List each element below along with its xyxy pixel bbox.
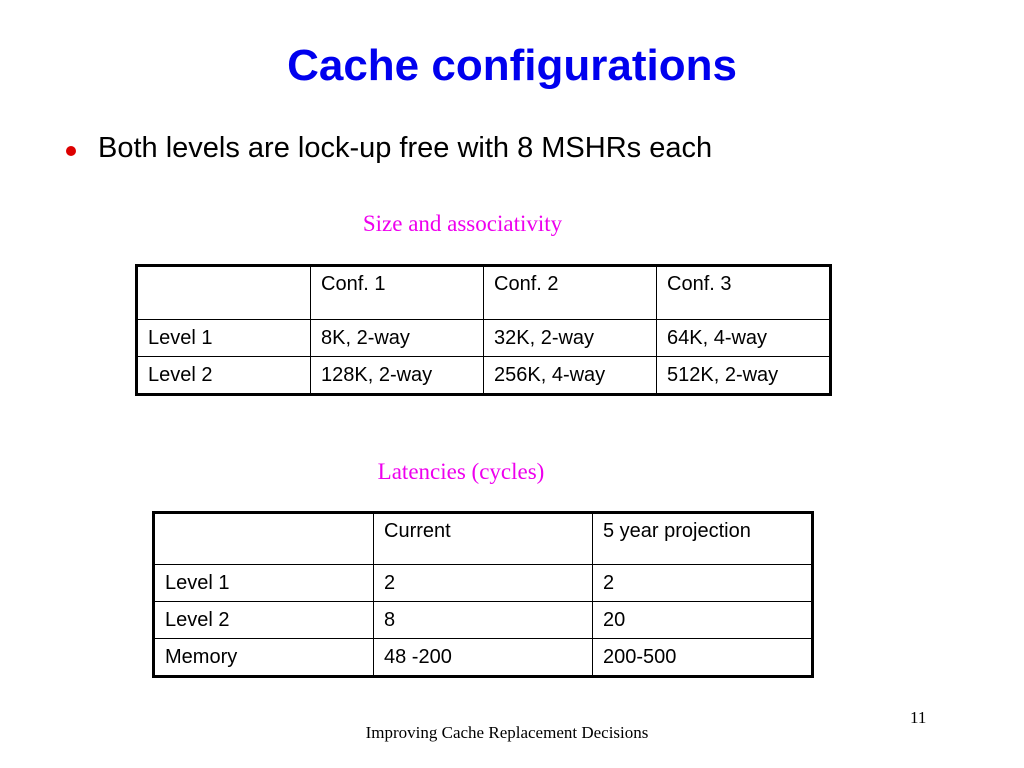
table-header-row: [154, 513, 813, 565]
table-header-cell: [154, 513, 374, 565]
table-header-cell: Conf. 3: [657, 266, 831, 320]
table-row: [154, 602, 813, 639]
table-cell: 8: [374, 602, 593, 639]
table-cell: Memory: [154, 639, 374, 677]
table-header-row: [137, 266, 831, 320]
table-cell: 128K, 2-way: [311, 357, 484, 395]
table-row: [154, 565, 813, 602]
table-cell: 8K, 2-way: [311, 320, 484, 357]
table-cell: 64K, 4-way: [657, 320, 831, 357]
slide-title: Cache configurations: [287, 41, 737, 90]
table-cell: 20: [593, 602, 813, 639]
slide-footer: Improving Cache Replacement Decisions: [365, 723, 649, 742]
table-cell: Level 1: [137, 320, 311, 357]
table-row: [137, 320, 831, 357]
bullet-text: Both levels are lock-up free with 8 MSHRs each: [98, 132, 713, 164]
table-cell: 48 -200: [374, 639, 593, 677]
latency-table: [152, 511, 814, 678]
table-cell: 256K, 4-way: [484, 357, 657, 395]
table-row: [154, 639, 813, 677]
table-cell: 32K, 2-way: [484, 320, 657, 357]
size-table-caption: Size and associativity: [362, 211, 563, 236]
table-header-cell: Conf. 2: [484, 266, 657, 320]
page-number: 11: [910, 708, 927, 727]
table-cell: Level 2: [137, 357, 311, 395]
bullet-dot-icon: [66, 146, 76, 156]
bullet-item: [66, 132, 712, 165]
table-cell: Level 2: [154, 602, 374, 639]
table-cell: 2: [593, 565, 813, 602]
table-header-cell: Current: [374, 513, 593, 565]
table-cell: 512K, 2-way: [657, 357, 831, 395]
table-header-cell: [137, 266, 311, 320]
table-row: [137, 357, 831, 395]
table-cell: 200-500: [593, 639, 813, 677]
table-header-cell: Conf. 1: [311, 266, 484, 320]
table-header-cell: 5 year projection: [593, 513, 813, 565]
latency-table-caption: Latencies (cycles): [377, 459, 545, 484]
table-cell: Level 1: [154, 565, 374, 602]
size-associativity-table: [135, 264, 832, 396]
table-cell: 2: [374, 565, 593, 602]
